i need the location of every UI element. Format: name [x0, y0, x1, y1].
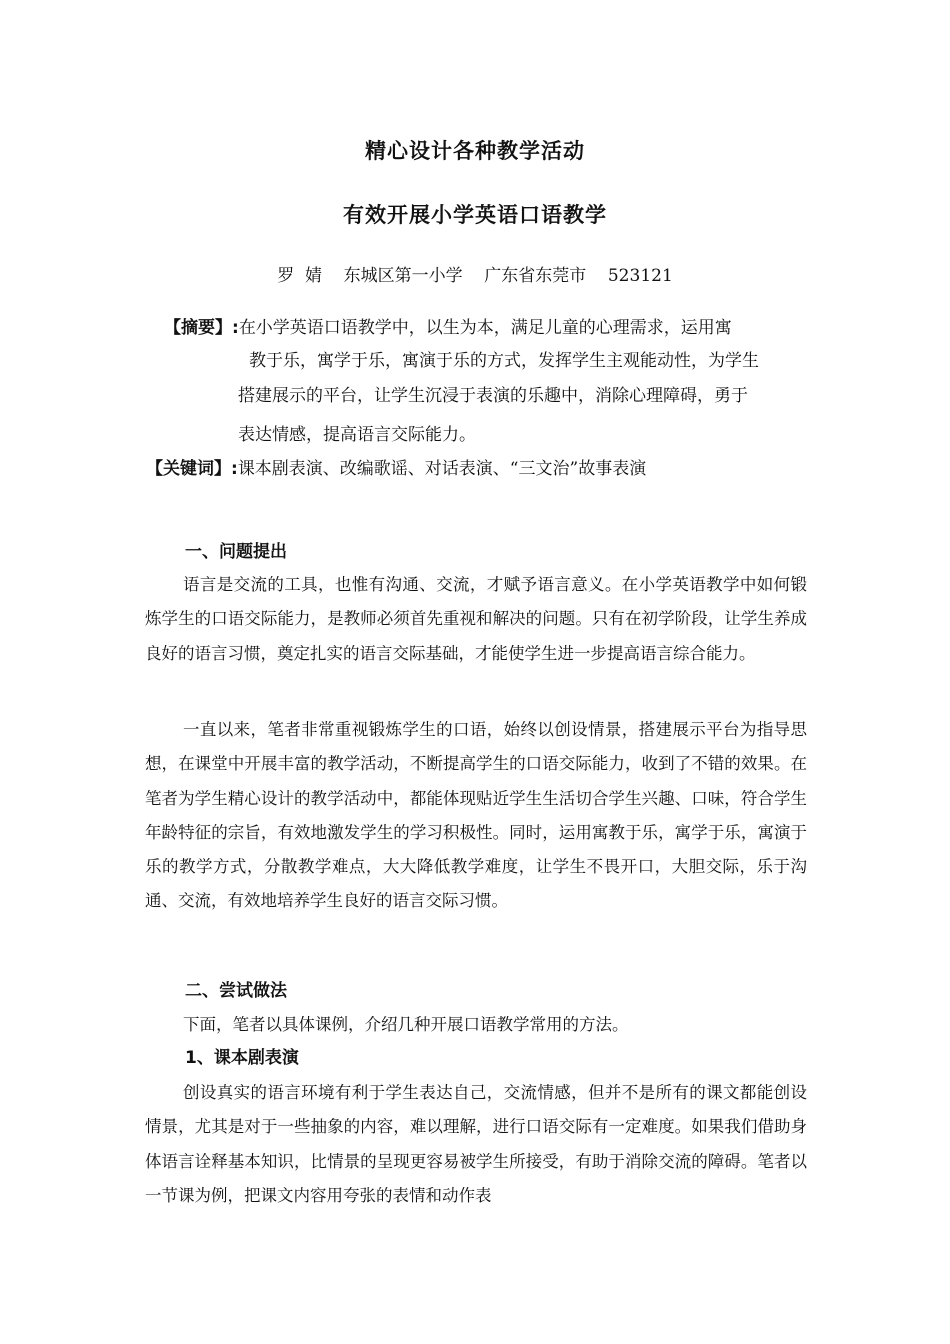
keywords-line — [146, 455, 646, 483]
author-line: 罗 婧 东城区第一小学 广东省东莞市 523121 — [277, 266, 673, 286]
section-1-paragraph-1: 语言是交流的工具，也惟有沟通、交流，才赋予语言意义。在小学英语教学中如何锻炼学生的口语交际能力，是教师必须首先重视和解决的问题。只有在初学阶段，让学生养成良好的语言习惯，奠定扎实的语言交际基础，才能使学生进一步提高语言综合能力。 — [145, 575, 807, 663]
abstract-line-3: 搭建展示的平台，让学生沉浸于表演的乐趣中，消除心理障碍，勇于 — [238, 386, 748, 406]
keywords-label: 【关键词】: — [146, 459, 238, 479]
section-1-paragraph-2: 一直以来，笔者非常重视锻炼学生的口语，始终以创设情景，搭建展示平台为指导思想，在课堂中开展丰富的教学活动，不断提高学生的口语交际能力，收到了不错的效果。在笔者为学生精心设计的教学活动中，都能体现贴近学生生活切合学生兴趣、口味，符合学生年龄特征的宗旨，有效地激发学生的学习积极性。同时，运用寓教于乐，寓学于乐，寓演于乐的教学方式，分散教学难点，大大降低教学难度，让学生不畏开口，大胆交际，乐于沟通、交流，有效地培养学生良好的语言交际习惯。 — [145, 720, 807, 911]
title-line-2: 有效开展小学英语口语教学 — [343, 203, 607, 227]
abstract-line-4: 表达情感，提高语言交际能力。 — [238, 425, 476, 445]
abstract-label: 【摘要】: — [164, 318, 239, 338]
abstract-line-1: 在小学英语口语教学中，以生为本，满足儿童的心理需求，运用寓 — [238, 318, 732, 338]
section-2-heading: 二、尝试做法 — [185, 981, 287, 1001]
title-line-1: 精心设计各种教学活动 — [365, 139, 585, 163]
section-2-paragraph-1: 下面，笔者以具体课例，介绍几种开展口语教学常用的方法。 — [183, 1015, 629, 1034]
section-1-heading: 一、问题提出 — [185, 542, 287, 562]
section-2-1-paragraph-1: 创设真实的语言环境有利于学生表达自己，交流情感，但并不是所有的课文都能创设情景，尤其是对于一些抽象的内容，难以理解，进行口语交际有一定难度。如果我们借助身体语言诠释基本知识，比情景的呈现更容易被学生所接受，有助于消除交流的障碍。笔者以一节课为例，把课文内容用夸张的表情和动作表 — [145, 1083, 807, 1205]
keywords-text: 课本剧表演、改编歌谣、对话表演、“三文治”故事表演 — [237, 459, 647, 479]
abstract-first-line — [164, 314, 732, 342]
section-2-1-heading: 1、课本剧表演 — [185, 1048, 299, 1068]
abstract-line-2: 教于乐，寓学于乐，寓演于乐的方式，发挥学生主观能动性，为学生 — [249, 351, 759, 371]
